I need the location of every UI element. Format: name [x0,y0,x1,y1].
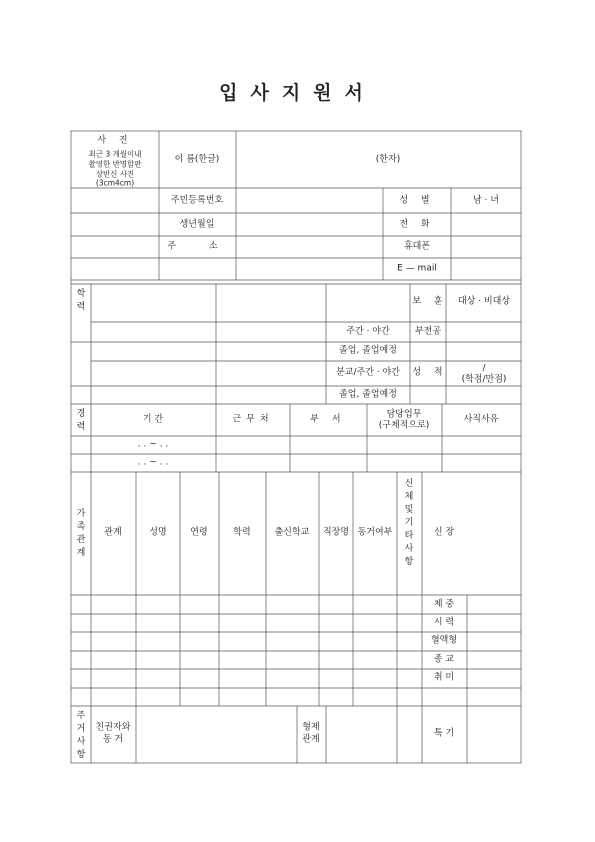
mobile-label: 휴대폰 [403,241,431,252]
blood-type-label: 혈액형 [430,635,458,646]
address-label: 주 소 [167,241,233,252]
gender-label: 성 별 [399,195,435,206]
misc-section-label: 신체및기타사항 [404,479,414,567]
grades-slash: / [482,363,486,374]
career-header-duty-note: (구체적으로) [378,420,430,431]
graduation-status-1: 졸업, 졸업예정 [339,345,397,356]
career-period-2: . . ~ . . [137,457,169,468]
education-section-label: 학력 [76,289,86,312]
gender-value: 남 · 녀 [473,195,499,206]
talent-label: 특 기 [433,728,455,739]
family-header-name: 성명 [149,527,167,538]
page-title: 입사지원서 [219,82,376,104]
hanja-label: (한자) [375,154,401,165]
photo-guide-2: 촬영한 반명함판 [88,159,142,169]
graduation-status-2: 졸업, 졸업예정 [339,389,397,400]
photo-guide-4: (3cm4cm) [95,178,135,188]
photo-guide-1: 최근 3 개월이내 [88,149,142,159]
grades-unit: (학점/만점) [461,374,507,385]
photo-label: 사 진 [97,135,133,146]
height-label: 신 장 [433,527,455,538]
veteran-label: 보 훈 [412,296,448,307]
minor-label: 부전공 [414,326,442,337]
family-header-company: 직장명 [322,527,350,538]
branch-daynight-label: 분교/주간 · 야간 [336,367,400,378]
photo-guide-3: 상반신 사진 [95,169,135,179]
residence-section-label: 주거사항 [76,711,86,760]
sibling-label-line2: 관계 [302,734,320,745]
family-header-cohabit: 동거여부 [357,527,393,538]
family-header-education: 학력 [233,527,251,538]
career-header-department: 부 서 [310,414,346,425]
veteran-value: 대상 · 비대상 [457,296,511,307]
sibling-label-line1: 형제 [302,722,320,733]
career-header-duty: 담당업무 [386,409,422,420]
career-section-label: 경력 [76,409,86,432]
career-header-reason: 사직사유 [463,414,499,425]
email-label: E — mail [397,263,437,274]
eyesight-label: 시 력 [433,617,455,628]
birth-label: 생년월일 [179,219,215,230]
career-header-period: 기 간 [142,414,164,425]
grades-label: 성 적 [412,367,448,378]
owner-label-line1: 친권자와 [95,722,131,733]
family-section-label: 가족관계 [76,509,86,558]
owner-label-line2: 동 거 [102,734,124,745]
career-period-1: . . ~ . . [137,439,169,450]
family-header-school: 출신학교 [274,527,310,538]
weight-label: 체 중 [433,599,455,610]
phone-label: 전 화 [399,219,435,230]
rrn-label: 주민등록번호 [170,195,224,206]
hobby-label: 취 미 [433,672,455,683]
name-label: 이 름(한글) [174,154,220,165]
religion-label: 종 교 [433,654,455,665]
daynight-label: 주간 · 야간 [346,326,390,337]
family-header-relation: 관계 [104,527,122,538]
career-header-workplace: 근무처 [232,414,274,425]
family-header-age: 연령 [190,527,208,538]
